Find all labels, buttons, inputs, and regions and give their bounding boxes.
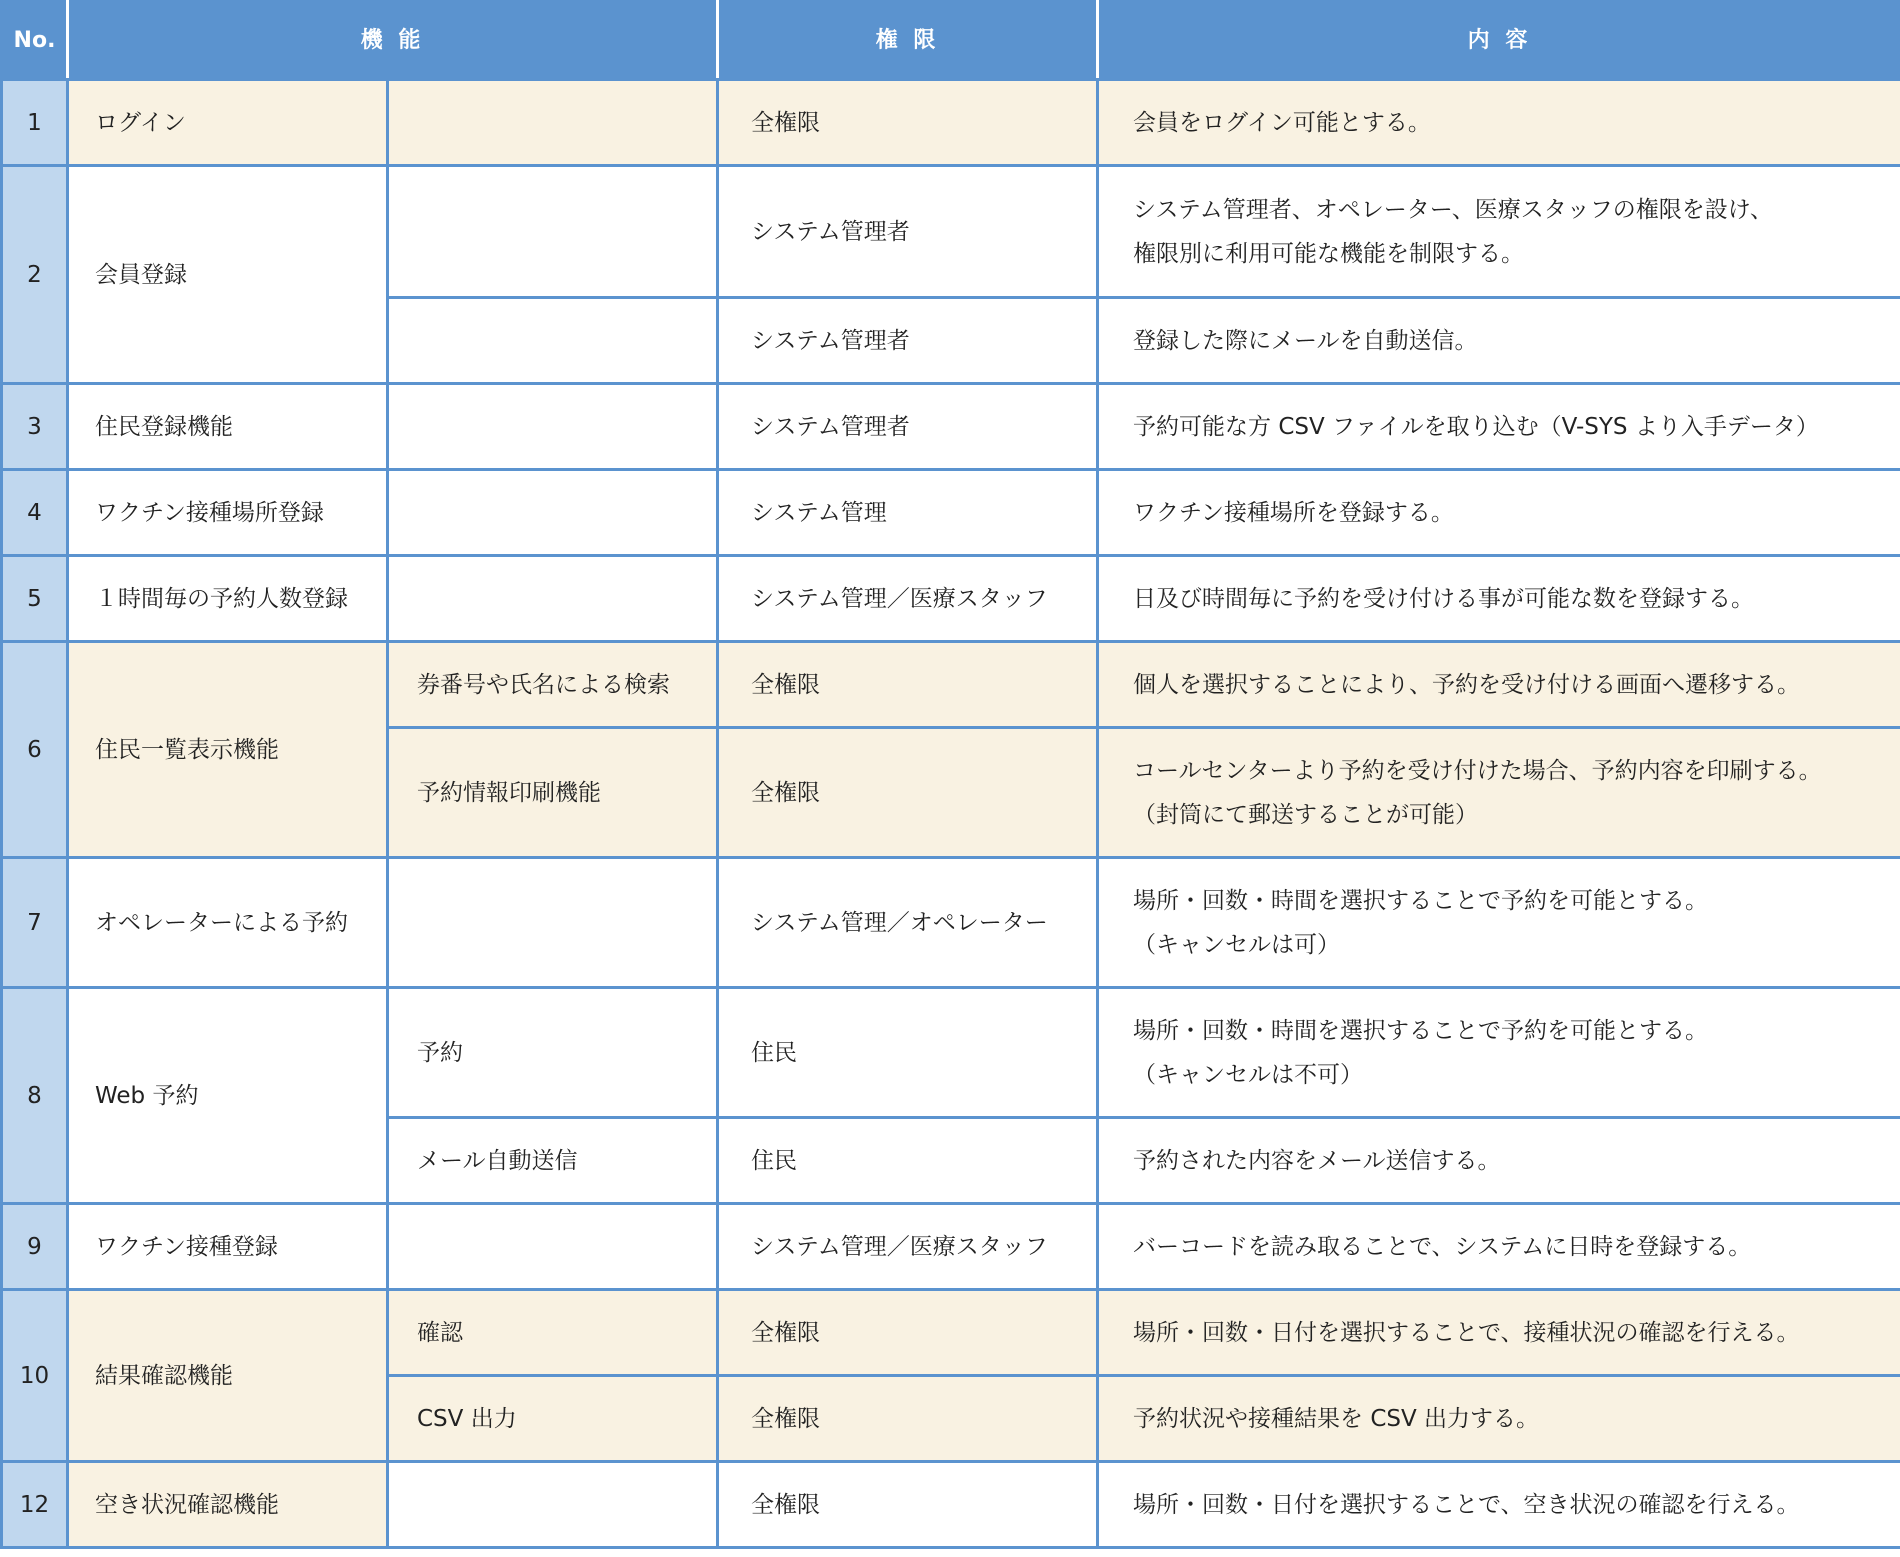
content-line-2: （キャンセルは可） bbox=[1133, 931, 1341, 958]
content: 個人を選択することにより、予約を受け付ける画面へ遷移する。 bbox=[1098, 642, 1900, 728]
permission: システム管理者 bbox=[718, 298, 1098, 384]
permission: 住民 bbox=[718, 1118, 1098, 1204]
content: ワクチン接種場所を登録する。 bbox=[1098, 470, 1900, 556]
sub-function bbox=[388, 166, 718, 298]
sub-function bbox=[388, 556, 718, 642]
content-line-2: （キャンセルは不可） bbox=[1133, 1061, 1364, 1088]
function-name: 住民一覧表示機能 bbox=[68, 642, 388, 858]
row-number: 9 bbox=[2, 1204, 68, 1290]
sub-function: メール自動送信 bbox=[388, 1118, 718, 1204]
content: バーコードを読み取ることで、システムに日時を登録する。 bbox=[1098, 1204, 1900, 1290]
content-line-2: （封筒にて郵送することが可能） bbox=[1133, 801, 1479, 828]
row-number: 4 bbox=[2, 470, 68, 556]
content bbox=[1098, 858, 1900, 988]
row-number: 5 bbox=[2, 556, 68, 642]
permission: 全権限 bbox=[718, 642, 1098, 728]
content: 会員をログイン可能とする。 bbox=[1098, 80, 1900, 166]
function-name: ワクチン接種登録 bbox=[68, 1204, 388, 1290]
function-name: オペレーターによる予約 bbox=[68, 858, 388, 988]
sub-function: 確認 bbox=[388, 1290, 718, 1376]
sub-function bbox=[388, 384, 718, 470]
permission: 全権限 bbox=[718, 80, 1098, 166]
permission: 全権限 bbox=[718, 1376, 1098, 1462]
function-name: 空き状況確認機能 bbox=[68, 1462, 388, 1548]
sub-function bbox=[388, 1204, 718, 1290]
sub-function bbox=[388, 470, 718, 556]
content bbox=[1098, 166, 1900, 298]
content: 日及び時間毎に予約を受け付ける事が可能な数を登録する。 bbox=[1098, 556, 1900, 642]
permission: システム管理者 bbox=[718, 384, 1098, 470]
table-row bbox=[2, 384, 1900, 470]
permission: 全権限 bbox=[718, 1290, 1098, 1376]
permission: 全権限 bbox=[718, 1462, 1098, 1548]
table-row bbox=[2, 470, 1900, 556]
content-line-2: 権限別に利用可能な機能を制限する。 bbox=[1133, 240, 1525, 267]
sub-function bbox=[388, 1462, 718, 1548]
row-number: 6 bbox=[2, 642, 68, 858]
sub-function: 券番号や氏名による検索 bbox=[388, 642, 718, 728]
header-content: 内 容 bbox=[1098, 2, 1900, 80]
header-permission: 権 限 bbox=[718, 2, 1098, 80]
content-line-1: 場所・回数・時間を選択することで予約を可能とする。 bbox=[1133, 887, 1709, 914]
sub-function: 予約情報印刷機能 bbox=[388, 728, 718, 858]
content: 予約状況や接種結果を CSV 出力する。 bbox=[1098, 1376, 1900, 1462]
permission: 全権限 bbox=[718, 728, 1098, 858]
table-row bbox=[2, 556, 1900, 642]
content: 予約された内容をメール送信する。 bbox=[1098, 1118, 1900, 1204]
content-line-1: コールセンターより予約を受け付けた場合、予約内容を印刷する。 bbox=[1133, 757, 1822, 784]
row-number: 3 bbox=[2, 384, 68, 470]
sub-function bbox=[388, 80, 718, 166]
content-line-1: システム管理者、オペレーター、医療スタッフの権限を設け、 bbox=[1133, 196, 1773, 223]
table-row bbox=[2, 1290, 1900, 1376]
function-name: Web 予約 bbox=[68, 988, 388, 1204]
header-no: No. bbox=[2, 2, 68, 80]
sub-function bbox=[388, 858, 718, 988]
content: 予約可能な方 CSV ファイルを取り込む（V-SYS より入手データ） bbox=[1098, 384, 1900, 470]
row-number: 1 bbox=[2, 80, 68, 166]
permission: システム管理／医療スタッフ bbox=[718, 1204, 1098, 1290]
content: 登録した際にメールを自動送信。 bbox=[1098, 298, 1900, 384]
table-row bbox=[2, 1204, 1900, 1290]
table-row bbox=[2, 642, 1900, 728]
content bbox=[1098, 728, 1900, 858]
function-name: 会員登録 bbox=[68, 166, 388, 384]
function-name: ワクチン接種場所登録 bbox=[68, 470, 388, 556]
row-number: 10 bbox=[2, 1290, 68, 1462]
table-row bbox=[2, 858, 1900, 988]
function-name: 住民登録機能 bbox=[68, 384, 388, 470]
permission: システム管理者 bbox=[718, 166, 1098, 298]
content: 場所・回数・日付を選択することで、空き状況の確認を行える。 bbox=[1098, 1462, 1900, 1548]
permission: システム管理／医療スタッフ bbox=[718, 556, 1098, 642]
table-row bbox=[2, 1462, 1900, 1548]
sub-function: CSV 出力 bbox=[388, 1376, 718, 1462]
function-name: １時間毎の予約人数登録 bbox=[68, 556, 388, 642]
header-row bbox=[2, 2, 1900, 80]
row-number: 12 bbox=[2, 1462, 68, 1548]
row-number: 7 bbox=[2, 858, 68, 988]
content: 場所・回数・日付を選択することで、接種状況の確認を行える。 bbox=[1098, 1290, 1900, 1376]
function-name: 結果確認機能 bbox=[68, 1290, 388, 1462]
row-number: 8 bbox=[2, 988, 68, 1204]
content bbox=[1098, 988, 1900, 1118]
permission: システム管理 bbox=[718, 470, 1098, 556]
permission: システム管理／オペレーター bbox=[718, 858, 1098, 988]
row-number: 2 bbox=[2, 166, 68, 384]
table-row bbox=[2, 166, 1900, 298]
permission: 住民 bbox=[718, 988, 1098, 1118]
table-row bbox=[2, 80, 1900, 166]
table-row bbox=[2, 988, 1900, 1118]
sub-function: 予約 bbox=[388, 988, 718, 1118]
header-function: 機 能 bbox=[68, 2, 718, 80]
sub-function bbox=[388, 298, 718, 384]
function-name: ログイン bbox=[68, 80, 388, 166]
content-line-1: 場所・回数・時間を選択することで予約を可能とする。 bbox=[1133, 1017, 1709, 1044]
